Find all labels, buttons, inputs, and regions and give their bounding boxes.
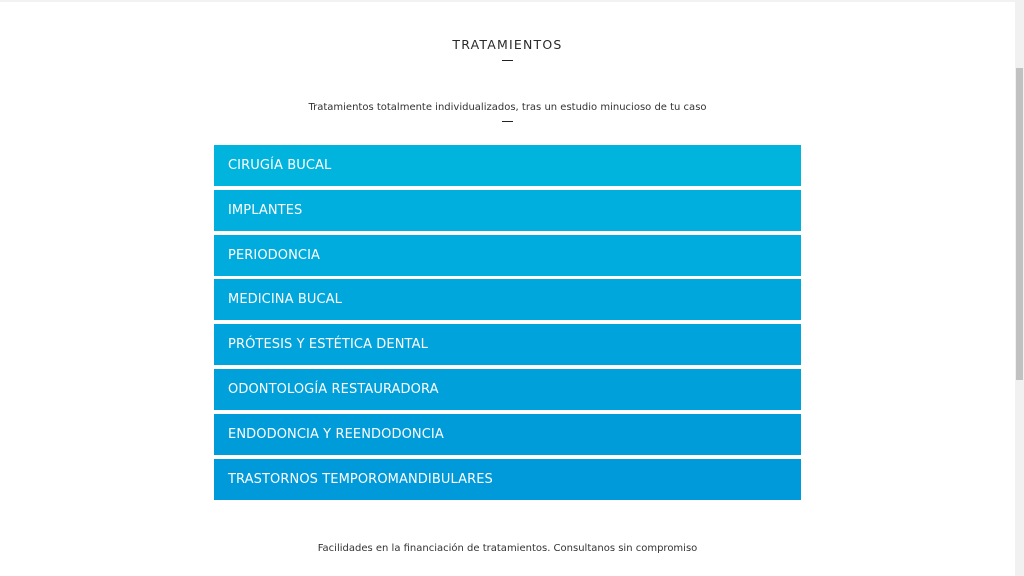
treatments-list	[214, 145, 801, 503]
treatment-medicina-bucal[interactable]	[214, 279, 801, 320]
section-subtitle: Tratamientos totalmente individualizados, tras un estudio minucioso de tu caso	[308, 102, 707, 113]
treatment-odontologia-restauradora[interactable]	[214, 369, 801, 410]
treatment-label: MEDICINA BUCAL	[228, 292, 342, 308]
section-title: TRATAMIENTOS	[452, 37, 563, 52]
treatment-periodoncia[interactable]	[214, 235, 801, 276]
financing-note: Facilidades en la financiación de tratamientos. Consultanos sin compromiso	[317, 543, 698, 554]
treatment-label: ODONTOLOGÍA RESTAURADORA	[228, 381, 439, 397]
subtitle-underline	[502, 121, 513, 122]
page-scrollbar[interactable]	[1015, 0, 1024, 576]
treatment-label: CIRUGÍA BUCAL	[228, 158, 332, 173]
treatment-label: TRASTORNOS TEMPOROMANDIBULARES	[228, 471, 493, 487]
treatment-trastornos-temporomandibulares[interactable]	[214, 459, 801, 500]
treatment-implantes[interactable]	[214, 190, 801, 231]
treatment-label: ENDODONCIA Y REENDODONCIA	[228, 426, 444, 442]
treatment-protesis-estetica[interactable]	[214, 324, 801, 365]
scrollbar-thumb[interactable]	[1016, 68, 1023, 380]
treatment-cirugia-bucal[interactable]	[214, 145, 801, 186]
treatment-label: PERIODONCIA	[228, 247, 321, 263]
treatment-endodoncia[interactable]	[214, 414, 801, 455]
title-underline	[502, 60, 513, 61]
treatment-label: PRÓTESIS Y ESTÉTICA DENTAL	[228, 337, 428, 353]
treatment-label: IMPLANTES	[228, 202, 303, 218]
top-divider	[0, 0, 1015, 2]
